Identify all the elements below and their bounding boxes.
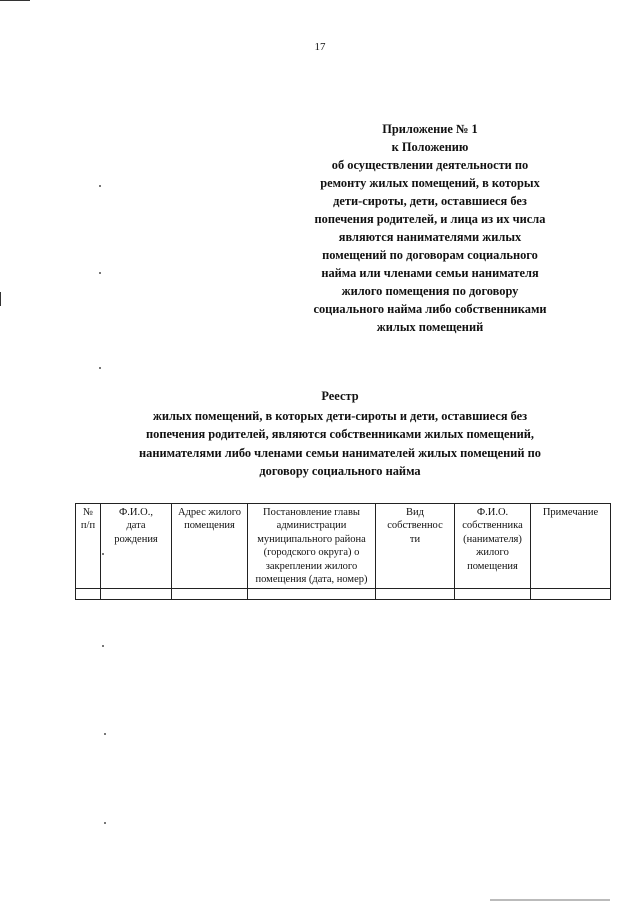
header-line: (городского округа) о: [263, 547, 360, 559]
scan-speck: [104, 822, 106, 824]
table-header-row: [76, 504, 611, 589]
header-line: помещения: [467, 560, 518, 572]
table-cell: [455, 589, 531, 600]
header-line: Вид: [406, 507, 424, 518]
column-header-full-name: [101, 504, 172, 589]
header-line: п/п: [80, 520, 96, 532]
registry-subtitle-line: попечения родителей, являются собственниками жилых помещений,: [146, 427, 534, 441]
column-header-note: [531, 504, 611, 589]
registry-heading: [70, 387, 610, 481]
column-header-owner-name: [455, 504, 531, 589]
scan-edge-mark: [490, 899, 610, 901]
scan-edge-mark: [0, 0, 30, 1]
scan-speck: [99, 367, 101, 369]
appendix-line: помещений по договорам социального: [322, 248, 538, 262]
header-line: собственника: [462, 520, 523, 532]
column-header-ownership-type: [376, 504, 455, 589]
appendix-line: жилых помещений: [376, 320, 484, 334]
header-line: собственнос: [387, 520, 443, 532]
registry-subtitle-line: договору социального найма: [259, 464, 421, 478]
appendix-line: ремонту жилых помещений, в которых: [320, 176, 540, 190]
appendix-line: жилого помещения по договору: [341, 284, 519, 298]
header-line: (нанимателя): [463, 533, 522, 545]
appendix-line: являются нанимателями жилых: [338, 230, 522, 244]
header-line: Адрес жилого: [177, 507, 242, 518]
appendix-line: найма или членами семьи нанимателя: [321, 266, 539, 280]
table-cell: [101, 589, 172, 600]
header-line: администрации: [276, 520, 347, 532]
column-header-number: [76, 504, 101, 589]
header-line: дата: [126, 520, 146, 532]
table-cell: [248, 589, 376, 600]
header-line: закреплении жилого: [265, 560, 358, 572]
appendix-line: Приложение № 1: [382, 122, 478, 136]
header-line: помещения: [184, 520, 235, 532]
table-cell: [376, 589, 455, 600]
table-cell: [531, 589, 611, 600]
scan-speck: [99, 272, 101, 274]
header-line: №: [82, 507, 94, 518]
header-line: ти: [409, 533, 421, 545]
appendix-line: попечения родителей, и лица из их числа: [314, 212, 546, 226]
header-line: Примечание: [542, 507, 599, 518]
appendix-line: дети-сироты, дети, оставшиеся без: [333, 194, 527, 208]
page-number: 17: [314, 41, 326, 53]
registry-table: [75, 503, 611, 600]
scan-speck: [104, 733, 106, 735]
appendix-reference: [270, 120, 590, 336]
header-line: помещения (дата, номер): [255, 574, 368, 586]
header-line: жилого: [476, 547, 509, 559]
appendix-line: об осуществлении деятельности по: [331, 158, 529, 172]
header-line: Ф.И.О.: [476, 507, 509, 518]
appendix-line: к Положению: [391, 140, 469, 154]
table-row: [76, 589, 611, 600]
appendix-line: социального найма либо собственниками: [313, 302, 547, 316]
scan-speck: [102, 645, 104, 647]
header-line: муниципального района: [257, 533, 366, 545]
scan-edge-mark: [0, 292, 1, 306]
table-cell: [76, 589, 101, 600]
header-line: Постановление главы: [263, 507, 360, 518]
registry-title: Реестр: [321, 389, 359, 403]
scan-speck: [99, 185, 101, 187]
table-cell: [172, 589, 248, 600]
registry-subtitle-line: жилых помещений, в которых дети-сироты и дети, оставшиеся без: [152, 408, 528, 423]
registry-subtitle-line: нанимателями либо членами семьи нанимателей жилых помещений по: [138, 445, 541, 460]
column-header-address: [172, 504, 248, 589]
header-line: рождения: [114, 533, 158, 545]
column-header-resolution: [248, 504, 376, 589]
header-line: Ф.И.О.,: [119, 507, 153, 518]
scan-speck: [102, 553, 104, 555]
